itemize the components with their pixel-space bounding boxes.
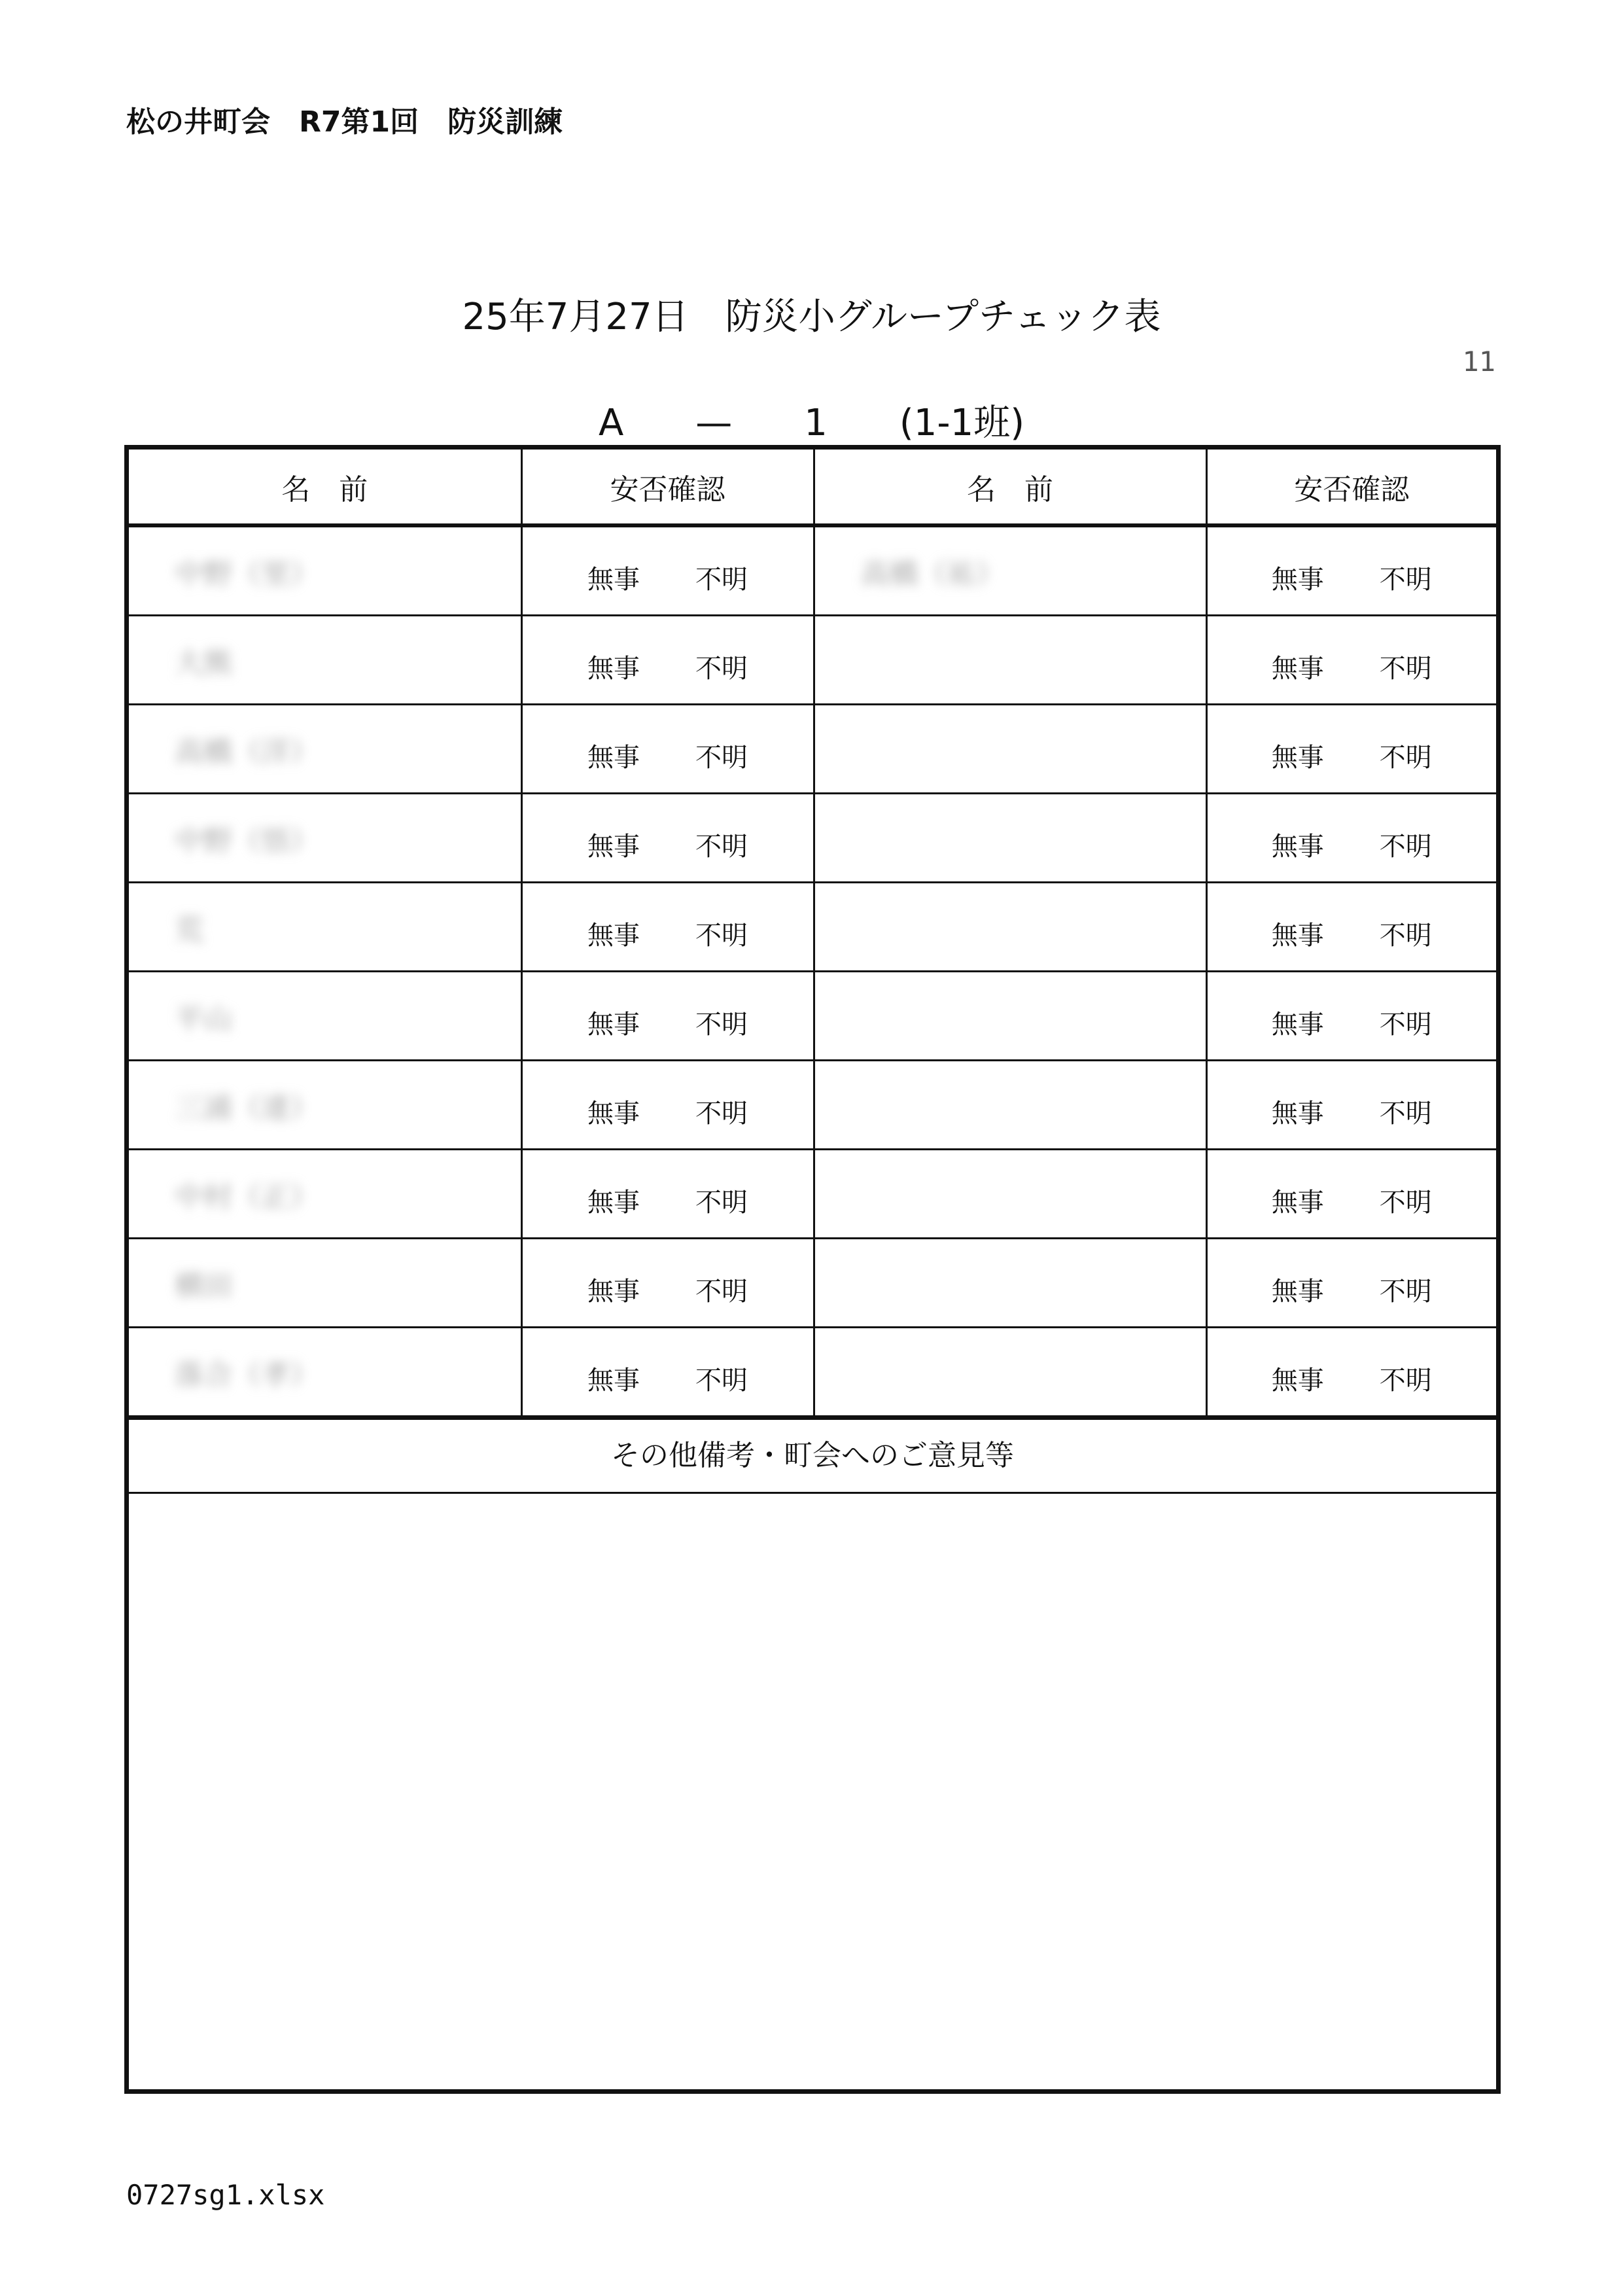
left-name-cell [129, 525, 521, 616]
status-unknown-option[interactable]: 不明 [1379, 1188, 1432, 1218]
status-safe-option[interactable]: 無事 [587, 1366, 640, 1396]
status-safe-option[interactable]: 無事 [1271, 1366, 1324, 1396]
left-name-cell [129, 1150, 521, 1239]
document-title: 25年7月27日 防災小グループチェック表 [462, 296, 1161, 338]
right-status-cell [1206, 616, 1496, 705]
status-safe-option[interactable]: 無事 [1271, 1277, 1324, 1307]
status-safe-option[interactable]: 無事 [1271, 1099, 1324, 1129]
status-unknown-option[interactable]: 不明 [1379, 743, 1432, 773]
left-status-cell [521, 525, 814, 616]
status-unknown-option[interactable]: 不明 [1379, 1010, 1432, 1040]
status-safe-option[interactable]: 無事 [1271, 565, 1324, 595]
member-name: 三浦（達） [175, 1091, 319, 1125]
right-status-cell [1206, 794, 1496, 883]
member-name: 落合（孝） [175, 1358, 319, 1392]
table-row [129, 1239, 1496, 1328]
left-name-cell [129, 1239, 521, 1328]
status-safe-option[interactable]: 無事 [587, 832, 640, 862]
status-safe-option[interactable]: 無事 [1271, 654, 1324, 684]
left-name-cell [129, 883, 521, 972]
left-status-cell [521, 1328, 814, 1416]
right-status-cell [1206, 1061, 1496, 1150]
member-name: 中村（正） [175, 1180, 319, 1214]
left-status-cell [521, 1150, 814, 1239]
header-status-left: 安否確認 [521, 450, 814, 525]
status-unknown-option[interactable]: 不明 [695, 921, 748, 951]
status-safe-option[interactable]: 無事 [1271, 1010, 1324, 1040]
table-header-row [129, 450, 1496, 525]
right-name-cell [814, 705, 1206, 794]
member-name: 平山 [175, 1002, 232, 1036]
right-name-cell [814, 883, 1206, 972]
right-status-cell [1206, 883, 1496, 972]
group-letter: A [598, 402, 624, 444]
right-name-cell [814, 525, 1206, 616]
left-name-cell [129, 616, 521, 705]
status-unknown-option[interactable]: 不明 [1379, 921, 1432, 951]
right-name-cell [814, 1150, 1206, 1239]
table-row [129, 794, 1496, 883]
table-row [129, 1150, 1496, 1239]
member-name: 中野（里） [175, 557, 319, 591]
member-name: 中野（悟） [175, 824, 319, 858]
status-unknown-option[interactable]: 不明 [695, 1277, 748, 1307]
status-safe-option[interactable]: 無事 [587, 654, 640, 684]
check-sheet [124, 445, 1501, 2094]
left-status-cell [521, 794, 814, 883]
file-name: 0727sg1.xlsx [126, 2179, 325, 2211]
left-status-cell [521, 1239, 814, 1328]
right-status-cell [1206, 1150, 1496, 1239]
status-unknown-option[interactable]: 不明 [695, 1010, 748, 1040]
left-status-cell [521, 616, 814, 705]
left-name-cell [129, 972, 521, 1061]
right-name-cell [814, 1239, 1206, 1328]
status-unknown-option[interactable]: 不明 [1379, 1099, 1432, 1129]
table-row [129, 525, 1496, 616]
status-safe-option[interactable]: 無事 [587, 921, 640, 951]
status-unknown-option[interactable]: 不明 [695, 654, 748, 684]
table-row [129, 1328, 1496, 1416]
status-unknown-option[interactable]: 不明 [695, 743, 748, 773]
right-status-cell [1206, 1328, 1496, 1416]
right-name-cell [814, 1328, 1206, 1416]
status-unknown-option[interactable]: 不明 [1379, 654, 1432, 684]
right-name-cell [814, 616, 1206, 705]
member-name: 荒 [175, 913, 203, 947]
status-safe-option[interactable]: 無事 [587, 1188, 640, 1218]
header-name-left: 名 前 [129, 450, 521, 525]
table-row [129, 972, 1496, 1061]
status-safe-option[interactable]: 無事 [1271, 921, 1324, 951]
remarks-area[interactable] [129, 1494, 1496, 2214]
header-name-right: 名 前 [814, 450, 1206, 525]
right-status-cell [1206, 525, 1496, 616]
right-status-cell [1206, 1239, 1496, 1328]
status-unknown-option[interactable]: 不明 [1379, 1277, 1432, 1307]
right-status-cell [1206, 972, 1496, 1061]
right-status-cell [1206, 705, 1496, 794]
table-row [129, 1061, 1496, 1150]
group-subgroup: (1-1班) [899, 402, 1025, 444]
group-dash: — [695, 402, 733, 444]
status-unknown-option[interactable]: 不明 [695, 565, 748, 595]
left-status-cell [521, 705, 814, 794]
right-name-cell [814, 794, 1206, 883]
document-header: 松の井町会 R7第1回 防災訓練 [126, 105, 563, 139]
header-status-right: 安否確認 [1206, 450, 1496, 525]
status-unknown-option[interactable]: 不明 [695, 1366, 748, 1396]
status-safe-option[interactable]: 無事 [587, 1099, 640, 1129]
table-row [129, 705, 1496, 794]
status-safe-option[interactable]: 無事 [1271, 743, 1324, 773]
left-status-cell [521, 1061, 814, 1150]
group-label [0, 394, 1623, 446]
status-unknown-option[interactable]: 不明 [695, 1099, 748, 1129]
status-safe-option[interactable]: 無事 [1271, 832, 1324, 862]
status-safe-option[interactable]: 無事 [587, 565, 640, 595]
left-name-cell [129, 1328, 521, 1416]
member-name: 大熊 [175, 646, 232, 680]
right-name-cell [814, 1061, 1206, 1150]
member-name: 高橋（祐） [860, 557, 1005, 591]
status-unknown-option[interactable]: 不明 [695, 1188, 748, 1218]
status-unknown-option[interactable]: 不明 [1379, 565, 1432, 595]
member-name: 高橋（洋） [175, 735, 319, 769]
right-name-cell [814, 972, 1206, 1061]
status-safe-option[interactable]: 無事 [587, 1010, 640, 1040]
status-unknown-option[interactable]: 不明 [695, 832, 748, 862]
status-unknown-option[interactable]: 不明 [1379, 832, 1432, 862]
member-name: 横田 [175, 1269, 232, 1303]
left-name-cell [129, 794, 521, 883]
table-row [129, 883, 1496, 972]
status-safe-option[interactable]: 無事 [1271, 1188, 1324, 1218]
left-status-cell [521, 972, 814, 1061]
status-safe-option[interactable]: 無事 [587, 743, 640, 773]
table-row [129, 616, 1496, 705]
left-name-cell [129, 705, 521, 794]
remarks-label: その他備考・町会へのご意見等 [129, 1415, 1496, 1494]
check-table [129, 450, 1496, 1415]
page-number: 11 [1462, 345, 1495, 378]
group-number: 1 [804, 402, 828, 444]
left-name-cell [129, 1061, 521, 1150]
status-safe-option[interactable]: 無事 [587, 1277, 640, 1307]
status-unknown-option[interactable]: 不明 [1379, 1366, 1432, 1396]
left-status-cell [521, 883, 814, 972]
